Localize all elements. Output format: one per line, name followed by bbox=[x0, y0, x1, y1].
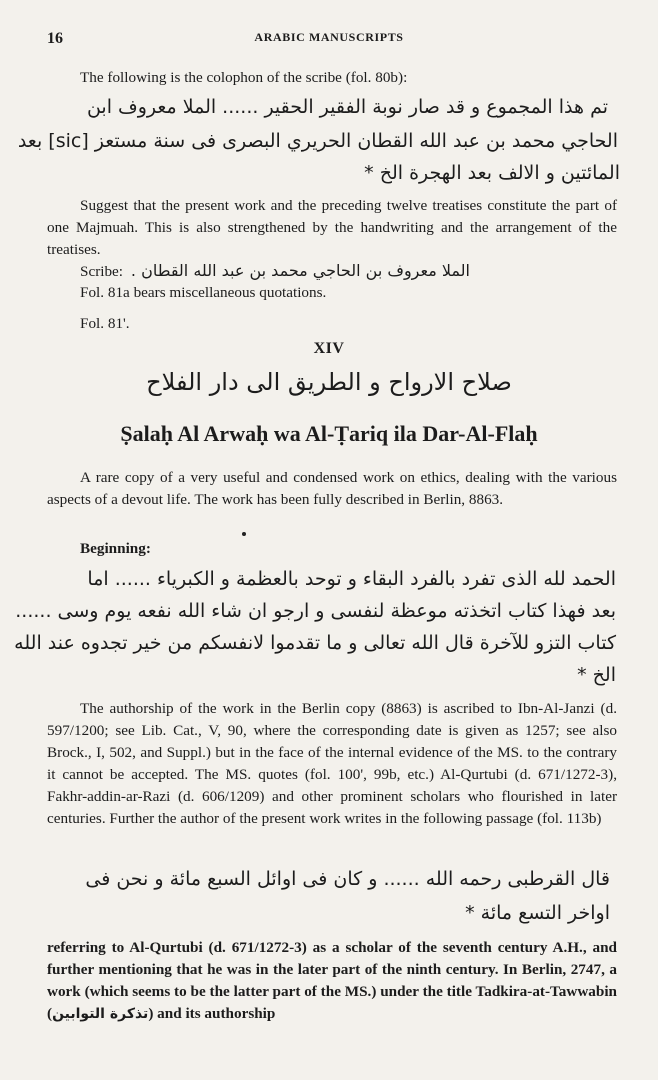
referring-arabic: تذكرة التوابين bbox=[52, 1006, 149, 1022]
beginning-arabic-line-4: الخ * bbox=[577, 664, 616, 686]
beginning-arabic-line-3: كتاب التزو للآخرة قال الله تعالى و ما تقدموا لانفسكم من خير تجدوه عند الله bbox=[14, 632, 616, 654]
colophon-arabic-line-1: تم هذا المجموع و قد صار نوبة الفقير الحقير ...... الملا معروف ابن bbox=[86, 96, 608, 118]
section-title-english: Ṣalaḥ Al Arwaḥ wa Al-Ṭariq ila Dar-Al-Flaḥ bbox=[120, 421, 538, 446]
section-title-arabic: صلاح الارواح و الطريق الى دار الفلاح bbox=[146, 368, 512, 396]
colophon-intro: The following is the colophon of the scribe (fol. 80b): bbox=[80, 69, 408, 86]
intro-paragraph: A rare copy of a very useful and condensed work on ethics, dealing with the various aspects of a devout life. The work has been fully described in Berlin, 8863. bbox=[47, 469, 617, 508]
referring-paragraph bbox=[47, 937, 617, 1025]
colophon-arabic-line-2: الحاجي محمد بن عبد الله القطان الحريري البصرى فى سنة مستعز [sic] بعد bbox=[17, 130, 618, 152]
referring-text-a: referring to Al-Qurtubi (d. 671/1272-3) as a scholar of the seventh century A.H., and further mentioning that he was in the later part of the ninth century. In Berlin, 2747, a work (which seems to be the latter part of the MS.) under the title Tadkira-at-Tawwabin ( bbox=[47, 939, 617, 1022]
beginning-arabic-line-1: الحمد لله الذى تفرد بالفرد البقاء و توحد بالعظمة و الكبرياء ...... اما bbox=[87, 568, 616, 590]
scribe-arabic: الملا معروف بن الحاجي محمد بن عبد الله القطان . bbox=[130, 261, 470, 280]
page-number: 16 bbox=[47, 30, 63, 47]
stray-dot-mark bbox=[242, 532, 246, 536]
quote-arabic-line-2: اواخر التسع مائة * bbox=[465, 902, 610, 924]
authorship-paragraph: The authorship of the work in the Berlin copy (8863) is ascribed to Ibn-Al-Janzi (d. 597/1200; see Lib. Cat., V, 90, where the corresponding date is given as 1257; see also Brock., I, 502, and Suppl.) but in the face of the internal evidence of the MS. to the contrary it cannot be accepted. The MS. quotes (fol. 100', 99b, etc.) Al-Qurtubi (d. 671/1272-3), Fakhr-addin-ar-Razi (d. 606/1209) and other prominent scholars who flourished in later centuries. Further the author of the present work writes in the following passage (fol. 113b) bbox=[47, 700, 617, 827]
beginning-arabic-line-2: بعد فهذا كتاب اتخذته موعظة لنفسى و ارجو ان شاء الله نفعه يوم وسى ...... bbox=[15, 600, 616, 622]
section-number: XIV bbox=[313, 340, 345, 357]
referring-text-b: ) and its authorship bbox=[148, 1005, 276, 1022]
quote-arabic-line-1: قال القرطبى رحمه الله ...... و كان فى اوائل السبع مائة و نحن فى bbox=[85, 868, 610, 890]
fol-81a-note: Fol. 81a bears miscellaneous quotations. bbox=[80, 284, 327, 301]
colophon-arabic-line-3: المائتين و الالف بعد الهجرة الخ * bbox=[364, 162, 620, 184]
beginning-label: Beginning: bbox=[80, 540, 151, 557]
suggest-paragraph: Suggest that the present work and the preceding twelve treatises constitute the part of one Majmuah. This is also strengthened by the handwriting and the arrangement of the treatises. bbox=[47, 197, 617, 258]
running-title: ARABIC MANUSCRIPTS bbox=[254, 30, 404, 44]
fol-81-note: Fol. 81'. bbox=[80, 315, 130, 332]
scribe-label: Scribe: bbox=[80, 263, 124, 280]
